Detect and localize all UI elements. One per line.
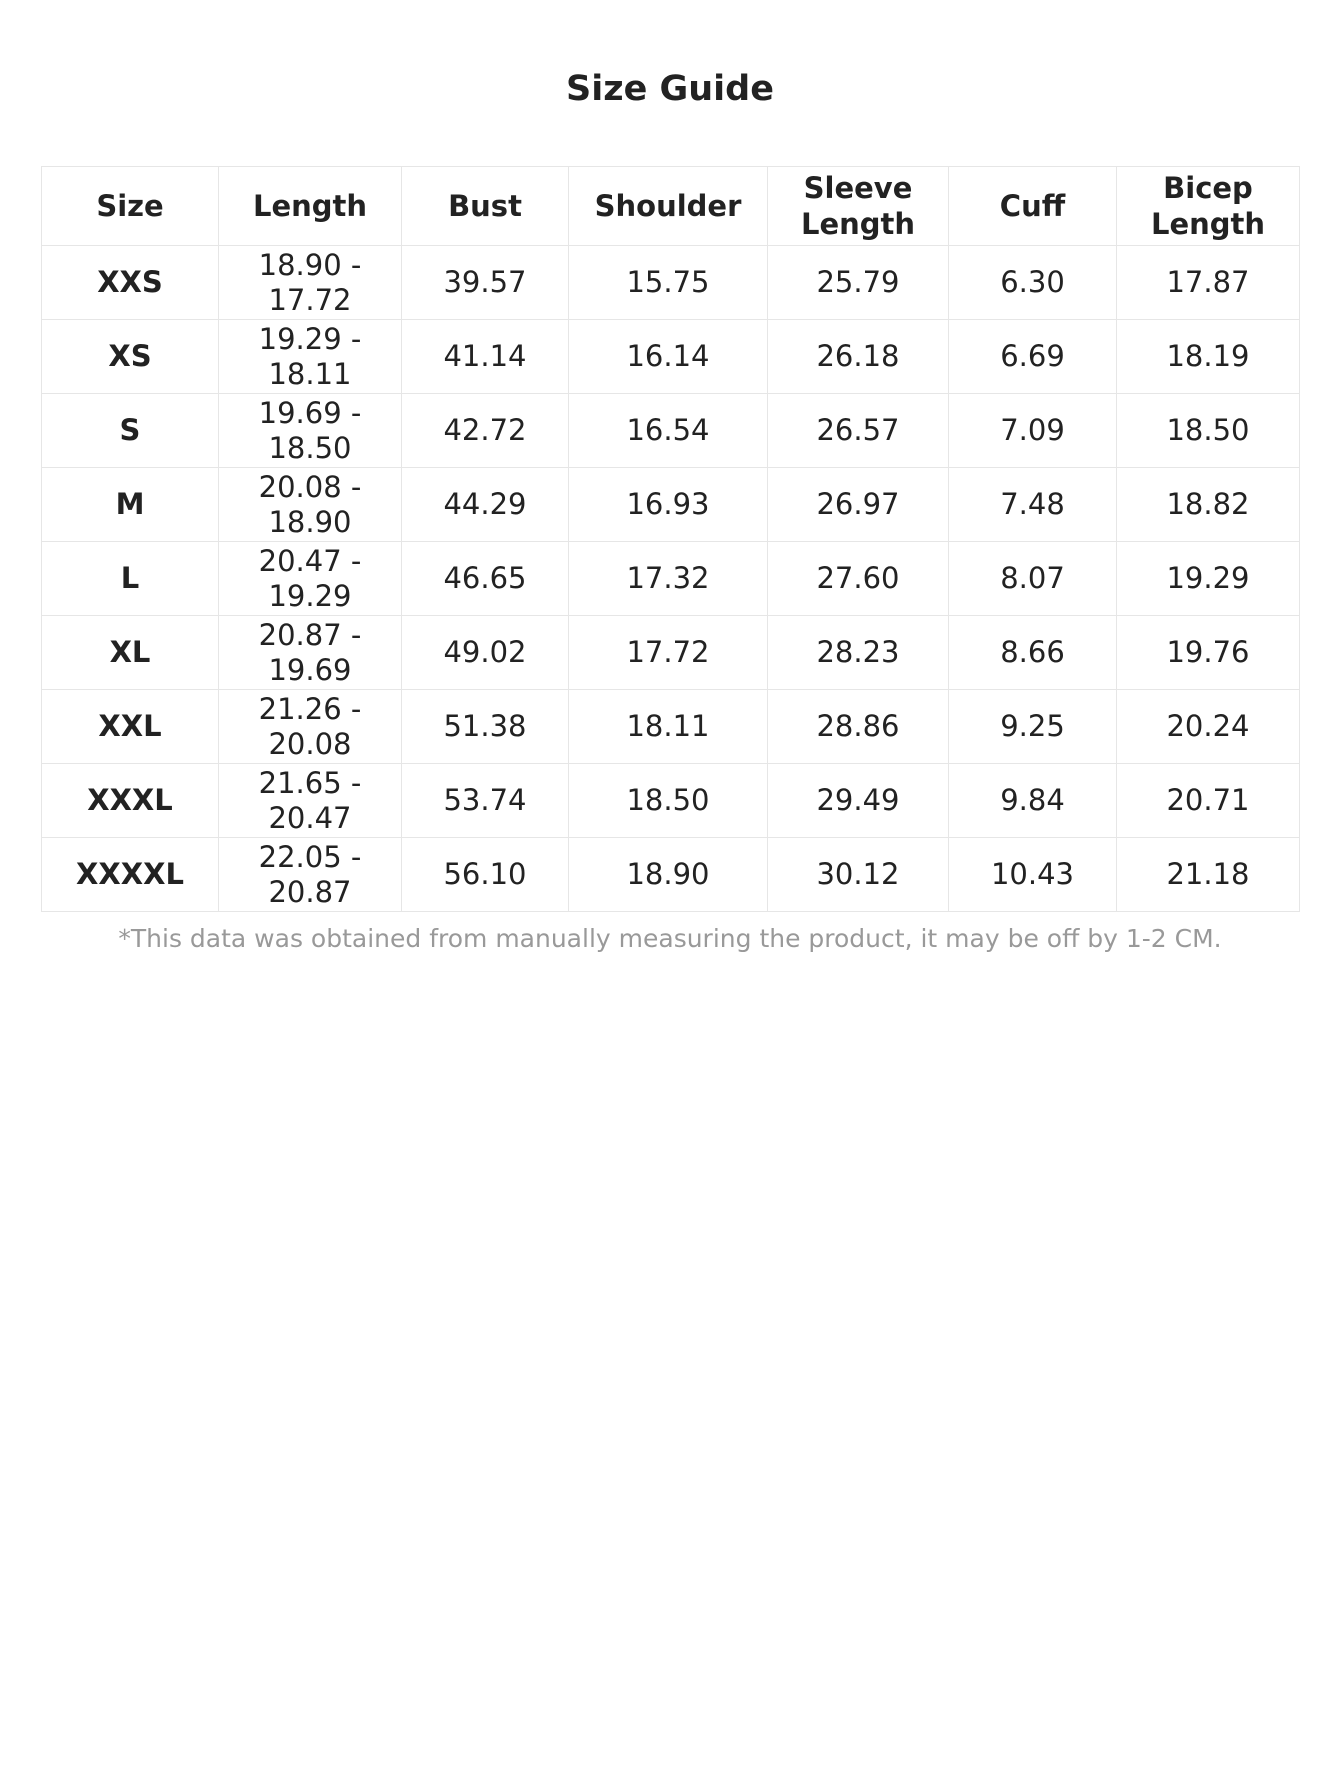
size-cell: XS — [42, 320, 219, 394]
size-cell: XXXL — [42, 764, 219, 838]
header-size: Size — [42, 167, 219, 246]
header-bust: Bust — [402, 167, 569, 246]
table-row — [42, 764, 1300, 838]
size-cell: XXL — [42, 690, 219, 764]
sleeve-length-cell: 30.12 — [768, 838, 949, 912]
length-cell — [219, 616, 402, 690]
bicep-length-cell: 20.24 — [1117, 690, 1300, 764]
shoulder-cell: 16.54 — [569, 394, 768, 468]
page-title: Size Guide — [566, 69, 774, 109]
length-range-lower: 20.87 — [268, 874, 352, 909]
shoulder-cell: 18.11 — [569, 690, 768, 764]
shoulder-cell: 16.14 — [569, 320, 768, 394]
shoulder-cell: 15.75 — [569, 246, 768, 320]
table-row — [42, 838, 1300, 912]
table-body — [42, 246, 1300, 912]
sleeve-length-cell: 25.79 — [768, 246, 949, 320]
bust-cell: 42.72 — [402, 394, 569, 468]
length-range-lower: 18.11 — [268, 356, 352, 391]
length-range-upper: 21.26 - — [258, 691, 362, 726]
length-range-upper: 20.08 - — [258, 469, 362, 504]
shoulder-cell: 17.32 — [569, 542, 768, 616]
length-range-upper: 22.05 - — [258, 839, 362, 874]
bicep-length-cell: 17.87 — [1117, 246, 1300, 320]
length-cell — [219, 394, 402, 468]
shoulder-cell: 18.90 — [569, 838, 768, 912]
cuff-cell: 8.07 — [949, 542, 1117, 616]
header-length: Length — [219, 167, 402, 246]
bust-cell: 39.57 — [402, 246, 569, 320]
bicep-length-cell: 18.19 — [1117, 320, 1300, 394]
length-range-upper: 19.29 - — [258, 321, 362, 356]
length-range-upper: 20.87 - — [258, 617, 362, 652]
bust-cell: 46.65 — [402, 542, 569, 616]
length-range-upper: 20.47 - — [258, 543, 362, 578]
length-range-upper: 21.65 - — [258, 765, 362, 800]
bicep-length-cell: 19.76 — [1117, 616, 1300, 690]
header-row — [42, 167, 1300, 246]
bust-cell: 49.02 — [402, 616, 569, 690]
bust-cell: 53.74 — [402, 764, 569, 838]
table-row — [42, 468, 1300, 542]
table-row — [42, 246, 1300, 320]
length-cell — [219, 246, 402, 320]
bust-cell: 41.14 — [402, 320, 569, 394]
table-row — [42, 690, 1300, 764]
header-bicep-length: Bicep Length — [1117, 167, 1300, 246]
length-range-lower: 20.08 — [268, 726, 352, 761]
length-cell — [219, 542, 402, 616]
length-cell — [219, 468, 402, 542]
length-range-lower: 18.90 — [268, 504, 352, 539]
length-range-lower: 18.50 — [268, 430, 352, 465]
header-shoulder: Shoulder — [569, 167, 768, 246]
cuff-cell: 9.25 — [949, 690, 1117, 764]
sleeve-length-cell: 27.60 — [768, 542, 949, 616]
length-cell — [219, 838, 402, 912]
size-cell: XXXXL — [42, 838, 219, 912]
sleeve-length-cell: 29.49 — [768, 764, 949, 838]
sleeve-length-cell: 26.18 — [768, 320, 949, 394]
header-cuff: Cuff — [949, 167, 1117, 246]
sleeve-length-cell: 28.86 — [768, 690, 949, 764]
bicep-length-cell: 18.50 — [1117, 394, 1300, 468]
table-row — [42, 320, 1300, 394]
size-cell: L — [42, 542, 219, 616]
length-range-lower: 19.69 — [268, 652, 352, 687]
shoulder-cell: 16.93 — [569, 468, 768, 542]
bust-cell: 56.10 — [402, 838, 569, 912]
table-row — [42, 616, 1300, 690]
length-range-lower: 20.47 — [268, 800, 352, 835]
length-cell — [219, 690, 402, 764]
cuff-cell: 8.66 — [949, 616, 1117, 690]
length-cell — [219, 320, 402, 394]
bicep-length-cell: 19.29 — [1117, 542, 1300, 616]
length-range-upper: 18.90 - — [258, 247, 362, 282]
shoulder-cell: 18.50 — [569, 764, 768, 838]
length-cell — [219, 764, 402, 838]
cuff-cell: 6.30 — [949, 246, 1117, 320]
size-cell: XL — [42, 616, 219, 690]
bust-cell: 44.29 — [402, 468, 569, 542]
sleeve-length-cell: 28.23 — [768, 616, 949, 690]
header-sleeve-length: Sleeve Length — [768, 167, 949, 246]
cuff-cell: 9.84 — [949, 764, 1117, 838]
size-cell: S — [42, 394, 219, 468]
bicep-length-cell: 18.82 — [1117, 468, 1300, 542]
sleeve-length-cell: 26.97 — [768, 468, 949, 542]
bicep-length-cell: 20.71 — [1117, 764, 1300, 838]
bust-cell: 51.38 — [402, 690, 569, 764]
cuff-cell: 7.09 — [949, 394, 1117, 468]
sleeve-length-cell: 26.57 — [768, 394, 949, 468]
shoulder-cell: 17.72 — [569, 616, 768, 690]
cuff-cell: 6.69 — [949, 320, 1117, 394]
size-cell: M — [42, 468, 219, 542]
measurement-note: *This data was obtained from manually measuring the product, it may be off by 1-2 CM. — [118, 924, 1222, 953]
length-range-upper: 19.69 - — [258, 395, 362, 430]
cuff-cell: 7.48 — [949, 468, 1117, 542]
bicep-length-cell: 21.18 — [1117, 838, 1300, 912]
table-row — [42, 394, 1300, 468]
table-row — [42, 542, 1300, 616]
length-range-lower: 17.72 — [268, 282, 352, 317]
length-range-lower: 19.29 — [268, 578, 352, 613]
cuff-cell: 10.43 — [949, 838, 1117, 912]
size-table — [41, 166, 1300, 912]
size-cell: XXS — [42, 246, 219, 320]
